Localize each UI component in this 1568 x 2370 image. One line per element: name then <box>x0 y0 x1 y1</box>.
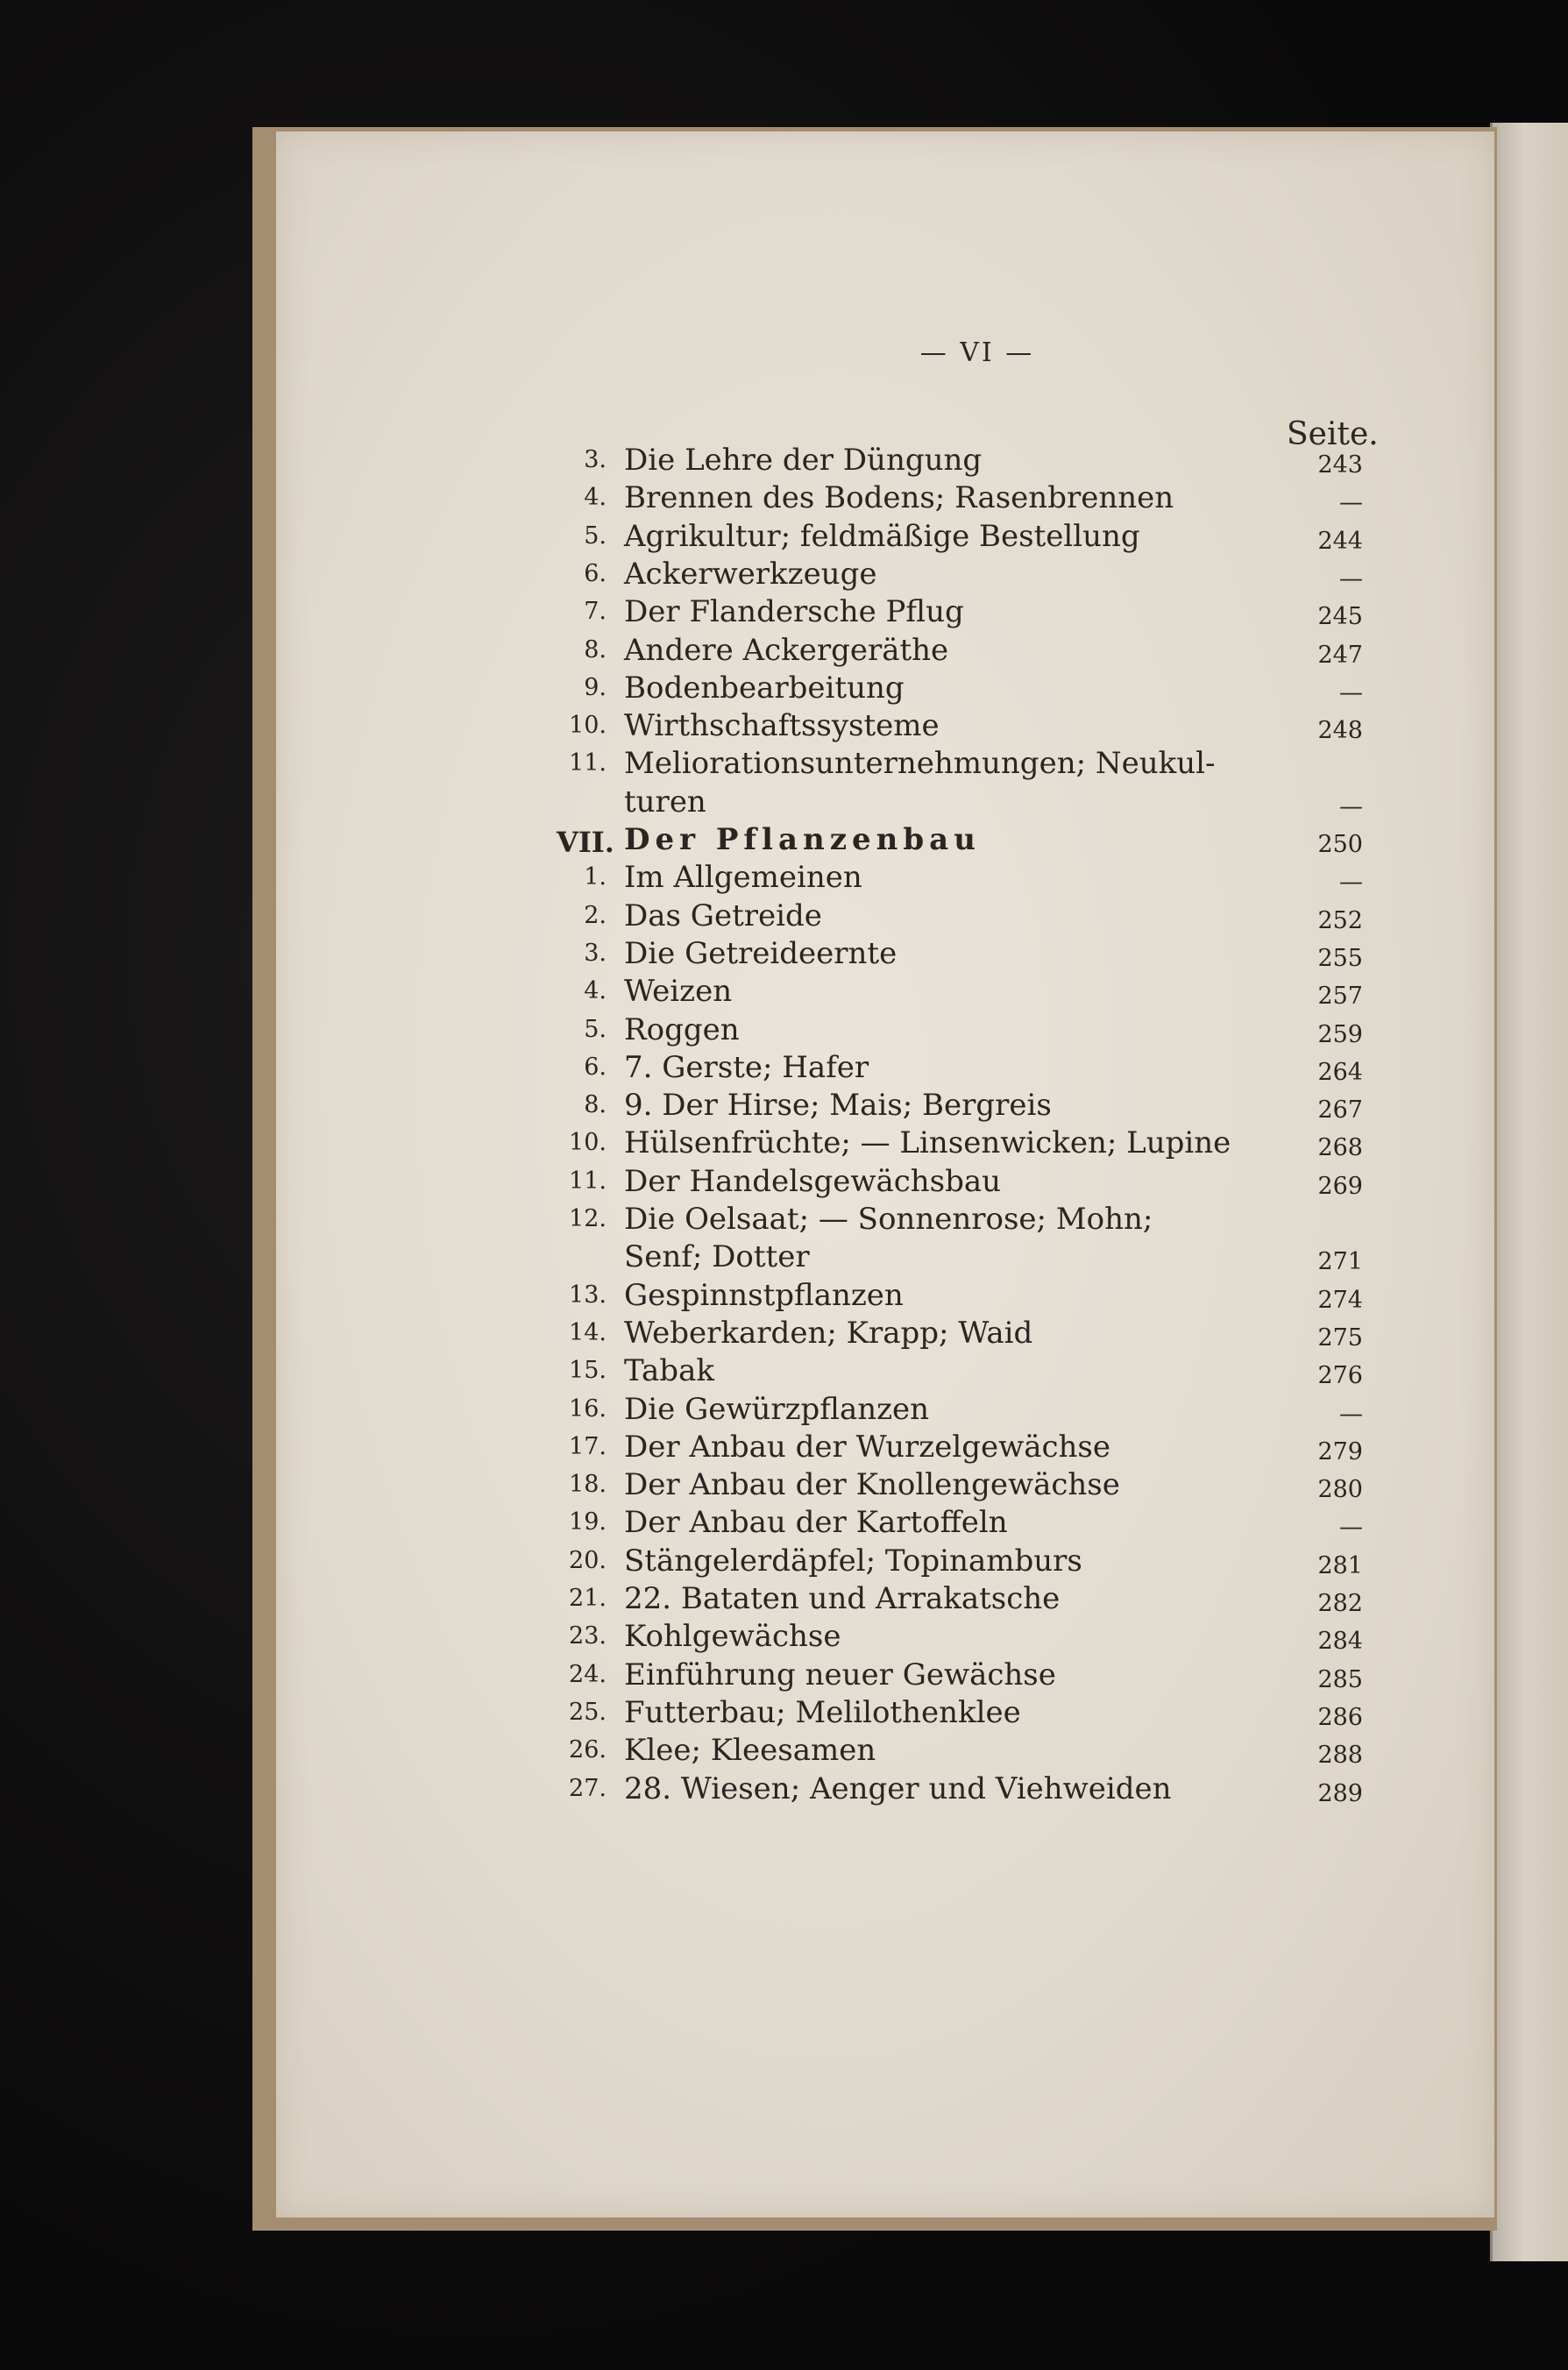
toc-entry <box>552 974 1363 1010</box>
toc-entry-title: Andere Ackergeräthe <box>624 633 949 668</box>
toc-entry <box>552 746 1359 781</box>
toc-entry-number: 11. <box>569 749 607 777</box>
toc-entry-title: Weberkarden; Krapp; Waid <box>624 1316 1033 1351</box>
toc-entry <box>552 1733 1363 1769</box>
toc-entry-page: 245 <box>1317 603 1363 630</box>
toc-entry-page: — <box>1339 1401 1363 1428</box>
toc-entry-page: 268 <box>1317 1134 1363 1161</box>
toc-entry <box>552 1771 1363 1807</box>
toc-entry-number: 6. <box>584 1054 607 1081</box>
toc-entry-page: — <box>1339 679 1363 706</box>
toc-entry-number: 21. <box>569 1585 607 1612</box>
toc-entry-title: 7. Gerste; Hafer <box>624 1050 869 1085</box>
toc-entry-title: Kohlgewächse <box>624 1619 841 1654</box>
toc-entry <box>552 557 1363 592</box>
toc-entry <box>552 708 1363 744</box>
toc-entry-number: 10. <box>569 1129 607 1156</box>
toc-entry-number: VII. <box>557 826 614 859</box>
toc-entry-title: Wirthschaftssysteme <box>624 708 940 743</box>
toc-entry-page: — <box>1339 489 1363 516</box>
toc-entry-number: 12. <box>569 1205 607 1232</box>
toc-entry-number: 14. <box>569 1319 607 1346</box>
toc-entry-page: 285 <box>1317 1666 1363 1693</box>
toc-entry-number: 5. <box>584 522 607 550</box>
toc-entry-title: Der Anbau der Knollengewächse <box>624 1467 1120 1502</box>
toc-entry-page: 267 <box>1317 1096 1363 1124</box>
toc-entry-number: 9. <box>584 674 607 701</box>
toc-entry-number: 27. <box>569 1775 607 1802</box>
toc-entry-title: Das Getreide <box>624 898 822 933</box>
toc-entry-page: 269 <box>1317 1173 1363 1200</box>
toc-entry <box>552 822 1363 859</box>
toc-entry-title: 9. Der Hirse; Mais; Bergreis <box>624 1088 1052 1123</box>
toc-entry-page: 271 <box>1317 1248 1363 1275</box>
toc-entry-number: 16. <box>569 1395 607 1423</box>
page-column-header: Seite. <box>1287 416 1379 452</box>
toc-entry-page: 255 <box>1317 945 1363 972</box>
toc-entry-number: 17. <box>569 1433 607 1460</box>
toc-entry <box>552 898 1363 934</box>
toc-entry-title: Die Getreideernte <box>624 936 898 971</box>
toc-entry <box>552 1353 1363 1389</box>
toc-entry-number: 25. <box>569 1699 607 1726</box>
toc-entry <box>552 671 1363 706</box>
toc-entry-title: Bodenbearbeitung <box>624 671 905 706</box>
toc-entry-number: 3. <box>584 446 607 473</box>
toc-entry-title: Der Handelsgewächsbau <box>624 1164 1002 1199</box>
toc-entry <box>552 784 1363 820</box>
toc-entry-title: Roggen <box>624 1012 740 1047</box>
toc-entry-number: 3. <box>584 940 607 967</box>
toc-entry-title: Senf; Dotter <box>624 1239 810 1274</box>
toc-entry-number: 5. <box>584 1016 607 1043</box>
toc-entry-page: 243 <box>1317 451 1363 479</box>
toc-entry-number: 23. <box>569 1622 607 1650</box>
toc-entry-number: 6. <box>584 560 607 587</box>
toc-entry-page: 276 <box>1317 1362 1363 1389</box>
toc-entry-number: 7. <box>584 598 607 625</box>
toc-entry-page: 284 <box>1317 1628 1363 1655</box>
toc-entry <box>552 1202 1359 1237</box>
table-of-contents <box>552 443 1363 1845</box>
toc-entry-title: Brennen des Bodens; Rasenbrennen <box>624 480 1174 515</box>
toc-entry-number: 1. <box>584 863 607 891</box>
facing-page-edge <box>1490 123 1568 2261</box>
toc-entry <box>552 860 1363 896</box>
toc-entry-title: Die Lehre der Düngung <box>624 443 983 478</box>
toc-entry-number: 10. <box>569 712 607 739</box>
toc-entry-page: 252 <box>1317 907 1363 934</box>
toc-entry-title: 28. Wiesen; Aenger und Viehweiden <box>624 1771 1172 1806</box>
toc-entry-page: 250 <box>1317 831 1363 858</box>
toc-entry-title: Ackerwerkzeuge <box>624 557 877 592</box>
toc-entry-number: 19. <box>569 1508 607 1536</box>
toc-entry <box>552 1392 1363 1428</box>
toc-entry-page: 289 <box>1317 1780 1363 1807</box>
toc-entry-title: Futterbau; Melilothenklee <box>624 1695 1021 1730</box>
toc-entry-title: Klee; Kleesamen <box>624 1733 876 1768</box>
toc-entry-number: 4. <box>584 977 607 1004</box>
toc-entry-title: Stängelerdäpfel; Topinamburs <box>624 1543 1082 1579</box>
toc-entry-title: Der Anbau der Wurzelgewächse <box>624 1430 1110 1465</box>
toc-entry-title: Die Gewürzpflanzen <box>624 1392 930 1427</box>
toc-entry-number: 2. <box>584 902 607 929</box>
toc-entry <box>552 1316 1363 1352</box>
toc-entry-number: 11. <box>569 1167 607 1195</box>
toc-entry-page: 257 <box>1317 983 1363 1010</box>
toc-entry-page: — <box>1339 793 1363 820</box>
toc-entry-title: Weizen <box>624 974 733 1009</box>
toc-entry-page: 288 <box>1317 1742 1363 1769</box>
toc-entry <box>552 519 1363 555</box>
toc-entry-title: Der Pflanzenbau <box>624 822 981 857</box>
toc-entry-title: Einführung neuer Gewächse <box>624 1657 1056 1692</box>
toc-entry-title: Gespinnstpflanzen <box>624 1278 904 1313</box>
toc-entry-title: Die Oelsaat; — Sonnenrose; Mohn; <box>624 1202 1153 1237</box>
toc-entry-page: 275 <box>1317 1324 1363 1352</box>
toc-entry-title: Hülsenfrüchte; — Linsenwicken; Lupine <box>624 1125 1231 1160</box>
toc-entry-title: Agrikultur; feldmäßige Bestellung <box>624 519 1140 554</box>
toc-entry-number: 24. <box>569 1661 607 1688</box>
toc-entry <box>552 936 1363 972</box>
toc-entry <box>552 1430 1363 1465</box>
toc-entry-page: 248 <box>1317 717 1363 744</box>
toc-entry-page: 286 <box>1317 1704 1363 1731</box>
toc-entry <box>552 443 1363 479</box>
toc-entry-title: Tabak <box>624 1353 714 1388</box>
toc-entry <box>552 1278 1363 1314</box>
toc-entry <box>552 594 1363 630</box>
running-head: — VI — <box>919 337 1035 368</box>
toc-entry-page: 247 <box>1317 642 1363 669</box>
toc-entry-number: 4. <box>584 484 607 511</box>
toc-entry <box>552 1164 1363 1200</box>
toc-entry-number: 8. <box>584 1091 607 1118</box>
toc-entry <box>552 633 1363 669</box>
toc-entry <box>552 1125 1363 1161</box>
toc-entry-title: Meliorationsunternehmungen; Neukul- <box>624 746 1216 781</box>
toc-entry <box>552 1012 1363 1048</box>
toc-entry <box>552 1695 1363 1731</box>
toc-entry <box>552 1505 1363 1541</box>
toc-entry-page: 281 <box>1317 1552 1363 1579</box>
toc-entry-number: 20. <box>569 1547 607 1574</box>
toc-entry <box>552 1543 1363 1579</box>
toc-entry-page: 279 <box>1317 1438 1363 1465</box>
toc-entry <box>552 1581 1363 1617</box>
toc-entry-title: turen <box>624 784 706 820</box>
toc-entry-page: 280 <box>1317 1476 1363 1503</box>
toc-entry-page: 259 <box>1317 1021 1363 1048</box>
toc-entry <box>552 1088 1363 1124</box>
toc-entry <box>552 1467 1363 1503</box>
toc-entry-title: Der Anbau der Kartoffeln <box>624 1505 1008 1540</box>
toc-entry-page: 282 <box>1317 1590 1363 1617</box>
toc-entry-page: — <box>1339 565 1363 592</box>
toc-entry-page: 264 <box>1317 1059 1363 1086</box>
toc-entry <box>552 1657 1363 1693</box>
toc-entry <box>552 1619 1363 1655</box>
toc-entry-page: 244 <box>1317 528 1363 555</box>
toc-entry-title: Der Flandersche Pflug <box>624 594 964 629</box>
toc-entry-number: 13. <box>569 1281 607 1309</box>
toc-entry <box>552 480 1363 516</box>
toc-entry-number: 26. <box>569 1736 607 1763</box>
toc-entry-number: 8. <box>584 636 607 663</box>
toc-entry <box>552 1239 1363 1275</box>
toc-entry-number: 18. <box>569 1471 607 1498</box>
toc-entry-number: 15. <box>569 1357 607 1384</box>
toc-entry-page: 274 <box>1317 1287 1363 1314</box>
toc-entry-title: Im Allgemeinen <box>624 860 862 895</box>
toc-entry-page: — <box>1339 1514 1363 1541</box>
toc-entry-page: — <box>1339 869 1363 896</box>
toc-entry <box>552 1050 1363 1086</box>
toc-entry-title: 22. Bataten und Arrakatsche <box>624 1581 1061 1616</box>
